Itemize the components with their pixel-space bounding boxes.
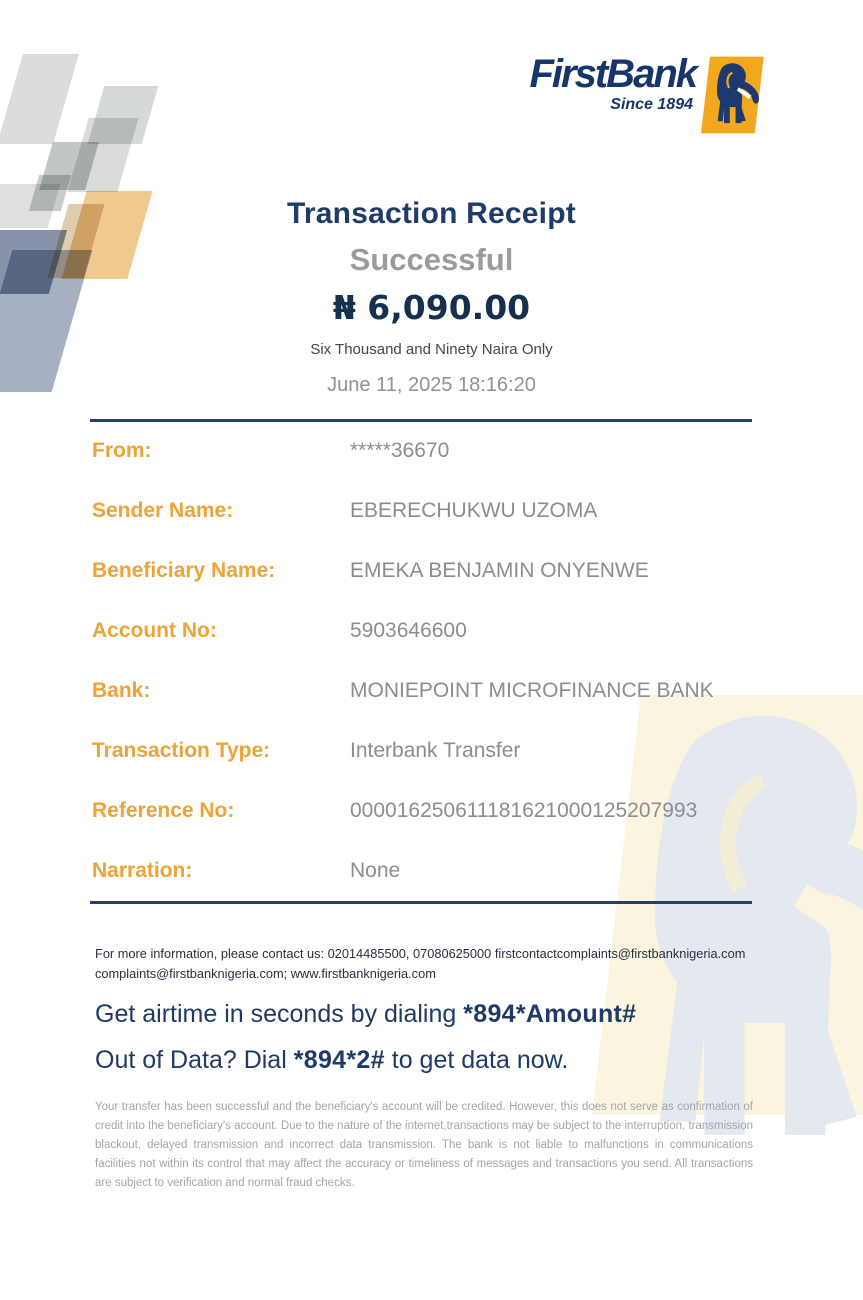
field-value: Interbank Transfer [350,739,521,762]
divider-bottom [90,901,752,904]
disclaimer-text: Your transfer has been successful and the beneficiary's account will be credited. However, this does not serve as confirmation of credit into the beneficiary's account. Due to the nature of the internet,transactions may be subject to the interruption, transmission blackout, delayed transmission and incorrect data transmission. The bank is not liable to malfunctions in communications facilities not within its control that may affect the accuracy or timeliness of messages and transactions you send. All transactions are subject to verification and normal fraud checks. [95,1101,753,1189]
airtime-ussd-code: *894*Amount# [463,1000,637,1028]
field-row-narration [92,844,812,904]
field-row-reference-no [92,784,812,844]
amount: ₦ 6,090.00 [332,288,531,327]
airtime-promo [95,1000,636,1029]
field-row-sender-name [92,484,812,544]
field-value: EBERECHUKWU UZOMA [350,499,598,522]
contact-info [95,944,757,985]
field-value: *****36670 [350,439,450,462]
airtime-promo-text: Get airtime in seconds by dialing [95,1000,464,1028]
field-label: Beneficiary Name: [92,559,276,582]
status-text: Successful [349,242,514,277]
field-row-account-no [92,604,812,664]
field-row-transaction-type [92,724,812,784]
field-row-bank [92,664,812,724]
field-value: None [350,859,401,882]
transaction-datetime: June 11, 2025 18:16:20 [327,374,536,396]
elephant-icon [701,54,765,136]
field-label: Sender Name: [92,499,234,522]
field-row-beneficiary-name [92,544,812,604]
page-title: Transaction Receipt [287,197,576,230]
logo-text [530,54,697,113]
firstbank-logo [530,54,766,136]
decor-parallelogram [0,54,79,144]
contact-line-1: For more information, please contact us: 02014485500, 07080625000 firstcontactcomplaints@firstbanknigeria.com [95,946,746,961]
field-label: Account No: [92,619,217,642]
field-value: EMEKA BENJAMIN ONYENWE [350,559,649,582]
brand-tagline: Since 1894 [610,96,693,113]
field-label: From: [92,439,152,462]
field-list [92,424,812,904]
field-value: 000016250611181621000125207993 [350,799,698,822]
data-promo-text: Out of Data? Dial [95,1046,294,1074]
field-label: Reference No: [92,799,235,822]
field-label: Transaction Type: [92,739,271,762]
field-row-from [92,424,812,484]
field-label: Bank: [92,679,151,702]
divider-top [90,419,752,422]
brand-name: FirstBank [529,52,696,96]
field-label: Narration: [92,859,193,882]
contact-line-2: complaints@firstbanknigeria.com; www.firstbanknigeria.com [95,966,436,982]
data-promo [95,1046,568,1075]
amount-in-words: Six Thousand and Ninety Naira Only [310,341,553,358]
field-value: MONIEPOINT MICROFINANCE BANK [350,679,714,702]
field-value: 5903646600 [350,619,467,642]
data-promo-suffix: to get data now. [384,1046,569,1074]
data-ussd-code: *894*2# [293,1046,385,1074]
